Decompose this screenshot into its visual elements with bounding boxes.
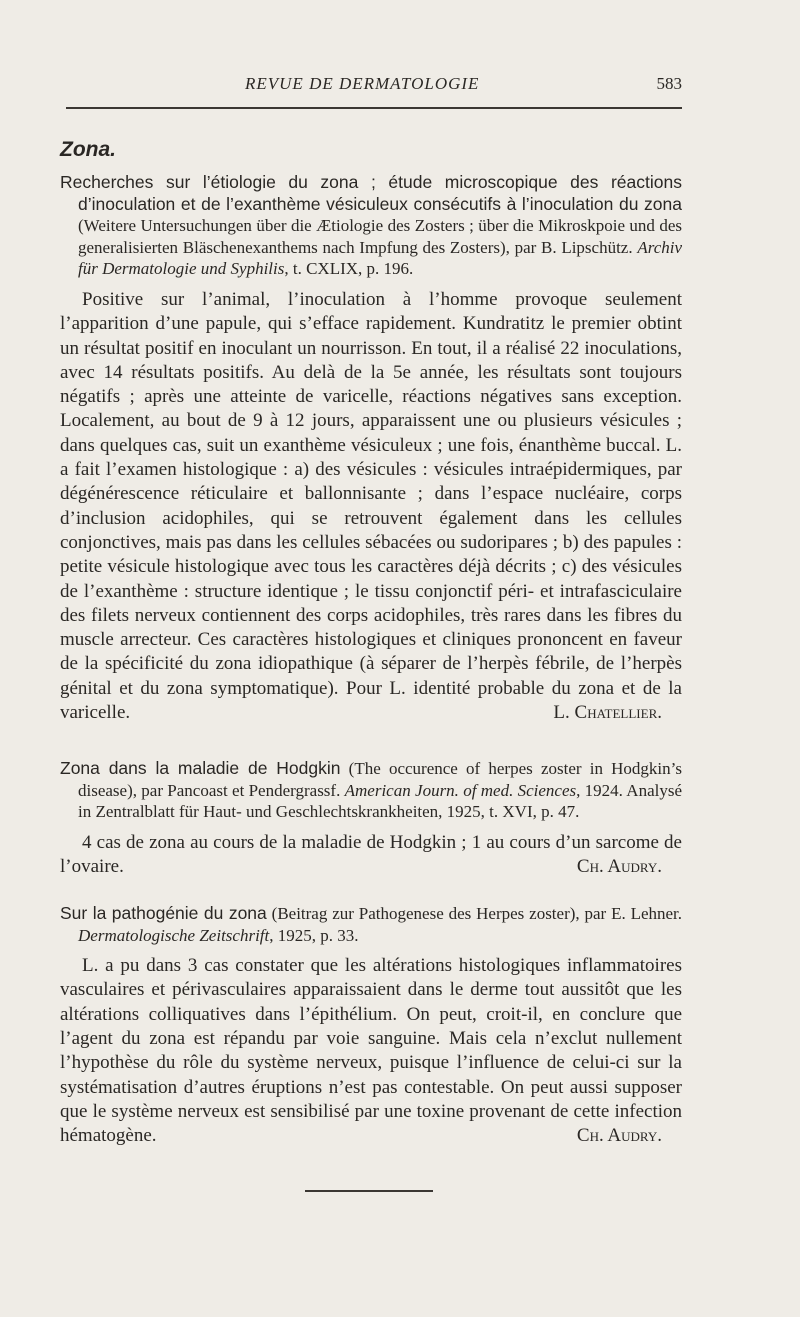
abstract-title: Zona dans la maladie de Hodgkin: [60, 758, 341, 778]
abstract: [60, 758, 682, 879]
abstract: [60, 903, 682, 1149]
abstract-body: [60, 954, 682, 1148]
journal: Archiv für Dermatologie und Syphilis: [78, 237, 683, 279]
reference: [60, 758, 682, 823]
section-title: Zona.: [60, 138, 116, 161]
reference: [60, 903, 682, 946]
citation: (The occurence of herpes zoster in Hodgkin’s disease), par Pancoast et Pendergrassf.: [78, 759, 682, 800]
ref-details: , 1925, p. 33.: [269, 925, 359, 945]
body-text: 4 cas de zona au cours de la maladie de Hodgkin ; 1 au cours d’un sarcome de l’ovaire.: [60, 831, 682, 878]
citation: (Weitere Untersuchungen über die Ætiologie des Zosters ; über die Mikroskpoie und des generalisierten Bläschenexanthems nach Impfung des Zosters), par B. Lipschütz.: [78, 216, 682, 257]
body-text: L. a pu dans 3 cas constater que les altérations histologiques inflammatoires vasculaires et périvasculaires apparaissaient dans le derme tout aussitôt que les altérations colliquatives dans l’épithélium. On peut, croit-il, en conclure que l’agent du zona est répandu par voie sanguine. Mais cela n’exclut nullement l’hypothèse du rôle du système nerveux, puisque l’influence de celui-ci sur la systématisation d’autres éruptions n’est pas contestable. On peut aussi supposer que le système nerveux est sensibilisé par une toxine provenant de cette infection hématogène.: [60, 955, 682, 1147]
citation: (Beitrag zur Pathogenese des Herpes zoster), par E. Lehner.: [271, 904, 683, 923]
signature: Ch. Audry.: [576, 1125, 662, 1147]
journal: Dermatologische Zeitschrift: [78, 925, 270, 945]
header-rule: [66, 107, 682, 109]
signature: L. Chatellier.: [553, 702, 662, 724]
ref-details: , t. CXLIX, p. 196.: [284, 259, 414, 279]
page-number: 583: [656, 74, 682, 93]
body-text: Positive sur l’animal, l’inoculation à l’homme provoque seulement l’apparition d’une papule, qui s’efface rapidement. Kundratitz le premier obtint un résultat positif en inoculant un nourrisson. En tout, il a réalisé 22 inoculations, avec 14 résultats positifs. Au delà de la 5e année, les résultats sont toujours négatifs ; après une atteinte de varicelle, réactions négatives sans exception. Localement, au bout de 9 à 12 jours, apparaissent une ou plusieurs vésicules ; dans quelques cas, suit un exanthème vésiculeux ; une fois, énanthème buccal. L. a fait l’examen histologique : a) des vésicules : vésicules intraépidermiques, par dégénérescence réticulaire et ballonnisante ; dans l’espace nucléaire, corps d’inclusion acidophiles, qui se retrouvent également dans les cellules conjonctives, mais pas dans les cellules sébacées ou sudoripares ; b) des papules : petite vésicule histologique avec tous les caractères déjà décrits ; c) des vésicules de l’exanthème : structure identique ; le tissu conjonctif péri- et intrafasciculaire des filets nerveux contiennent des corps acidophiles, très rares dans les fibres du muscle arrecteur. Ces caractères histologiques et cliniques prononcent en faveur de la spécificité du zona idiopathique (à séparer de l’herpès fébrile, de l’herpès génital et du zona symptomatique). Pour L. identité probable du zona et de la varicelle.: [60, 288, 682, 724]
abstract-title: Sur la pathogénie du zona: [60, 903, 267, 923]
ref-details: , 1924. Analysé in Zentralblatt für Haut- und Geschlechtskrankheiten, 1925, t. XVI, p. 47.: [78, 780, 682, 822]
abstract: [60, 172, 682, 725]
abstract-body: [60, 831, 682, 880]
end-rule: [305, 1190, 433, 1192]
signature: Ch. Audry.: [576, 856, 662, 878]
abstract-body: [60, 288, 682, 725]
journal: American Journ. of med. Sciences: [344, 780, 577, 800]
abstract-title: Recherches sur l’étiologie du zona ; étude microscopique des réactions d’inoculation et de l’exanthème vésiculeux consécutifs à l’inoculation du zona: [60, 172, 682, 214]
running-header: [60, 74, 682, 98]
running-title: REVUE DE DERMATOLOGIE: [245, 74, 480, 93]
reference: [60, 172, 682, 280]
